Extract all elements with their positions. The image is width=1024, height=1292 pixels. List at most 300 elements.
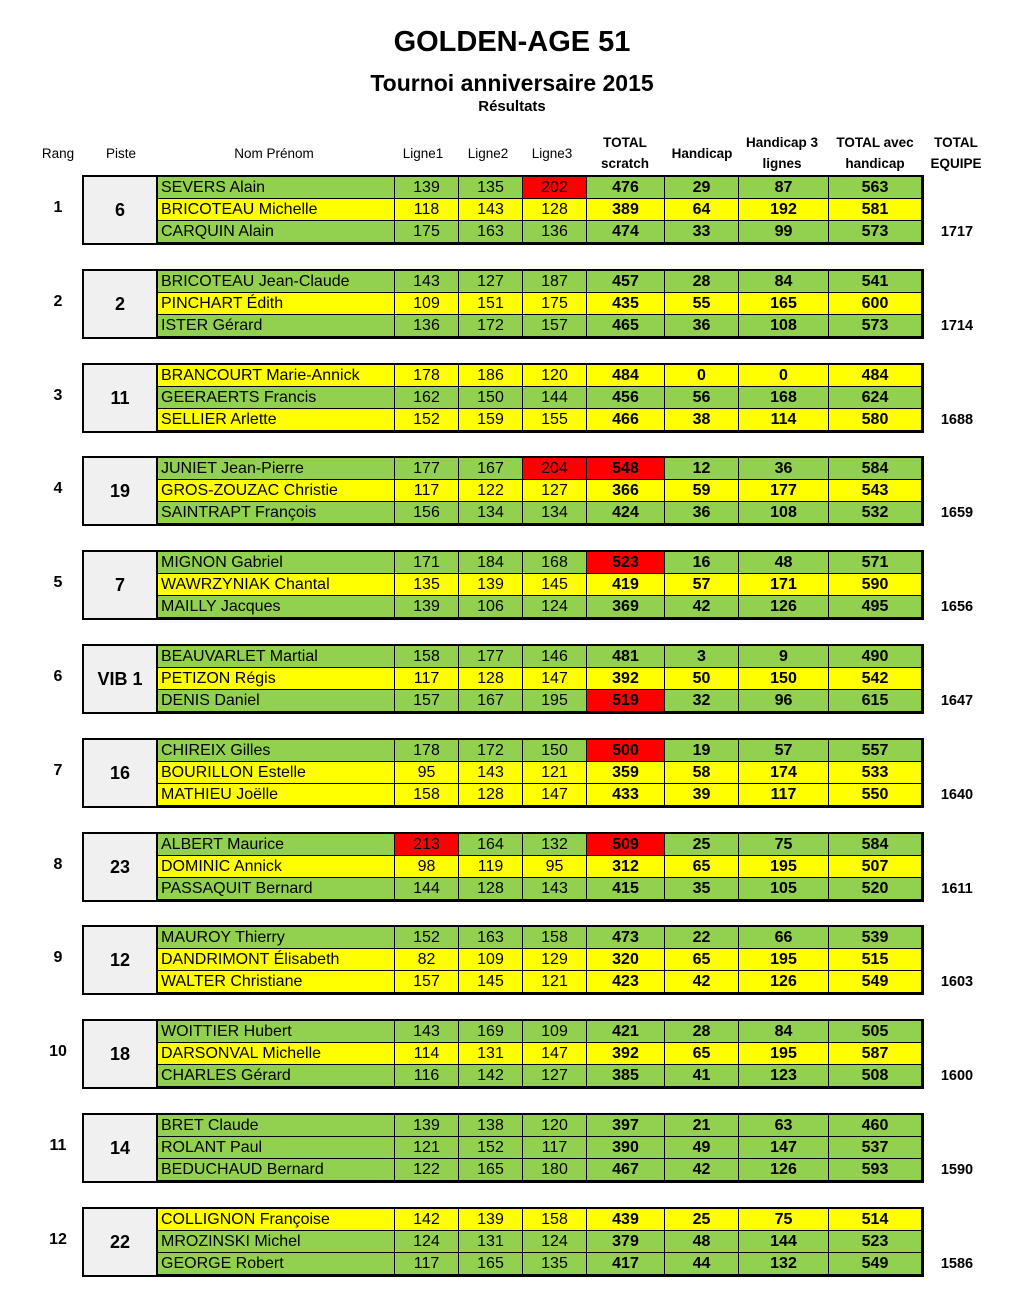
score-l1: 177: [395, 458, 459, 480]
score-hcp3: 96: [739, 690, 829, 712]
team-piste: 11: [84, 365, 158, 431]
team-rang: 9: [53, 949, 63, 966]
player-name: BOURILLON Estelle: [158, 762, 395, 784]
header-total-scratch-2: scratch: [600, 156, 650, 171]
player-name: BRET Claude: [158, 1115, 395, 1137]
player-name: GEORGE Robert: [158, 1253, 395, 1275]
table-row: [158, 784, 922, 806]
team-total: 1656: [940, 599, 974, 615]
score-hcp3: 168: [739, 387, 829, 409]
score-hcp: 59: [665, 480, 739, 502]
player-name: CARQUIN Alain: [158, 221, 395, 243]
team-total: 1688: [940, 412, 974, 428]
score-scratch: 419: [587, 574, 665, 596]
score-l3: 175: [523, 293, 587, 315]
team-total: 1647: [940, 693, 974, 709]
score-total: 537: [829, 1137, 922, 1159]
score-l2: 184: [459, 552, 523, 574]
score-total: 508: [829, 1065, 922, 1087]
score-hcp3: 192: [739, 199, 829, 221]
score-l1: 162: [395, 387, 459, 409]
score-total: 490: [829, 646, 922, 668]
score-hcp3: 9: [739, 646, 829, 668]
score-hcp3: 126: [739, 1159, 829, 1181]
score-total: 600: [829, 293, 922, 315]
score-total: 539: [829, 927, 922, 949]
score-hcp3: 174: [739, 762, 829, 784]
score-l1: 117: [395, 668, 459, 690]
score-scratch: 474: [587, 221, 665, 243]
score-hcp: 16: [665, 552, 739, 574]
score-hcp3: 48: [739, 552, 829, 574]
score-total: 590: [829, 574, 922, 596]
table-row: [158, 1065, 922, 1087]
header-piste: Piste: [105, 146, 136, 161]
player-name: ISTER Gérard: [158, 315, 395, 337]
header-handicap3-1: Handicap 3: [745, 135, 819, 150]
table-row: [158, 1253, 922, 1275]
table-row: [158, 1209, 922, 1231]
score-scratch: 476: [587, 177, 665, 199]
score-l2: 164: [459, 834, 523, 856]
score-l2: 106: [459, 596, 523, 618]
score-l2: 119: [459, 856, 523, 878]
score-hcp3: 75: [739, 1209, 829, 1231]
team-piste: 19: [84, 458, 158, 524]
score-l1: 114: [395, 1043, 459, 1065]
player-name: SEVERS Alain: [158, 177, 395, 199]
table-row: [158, 480, 922, 502]
score-l3: 168: [523, 552, 587, 574]
team-piste: 12: [84, 927, 158, 993]
team-block: [82, 550, 924, 620]
table-row: [158, 1137, 922, 1159]
score-scratch: 417: [587, 1253, 665, 1275]
team-block: [82, 456, 924, 526]
team-block: [82, 269, 924, 339]
team-block: [82, 175, 924, 245]
score-total: 557: [829, 740, 922, 762]
score-scratch: 397: [587, 1115, 665, 1137]
score-l3: 135: [523, 1253, 587, 1275]
score-l3: 124: [523, 596, 587, 618]
score-hcp: 42: [665, 1159, 739, 1181]
score-l3: 121: [523, 971, 587, 993]
score-l1: 117: [395, 480, 459, 502]
score-hcp3: 108: [739, 502, 829, 524]
header-handicap3-2: lignes: [762, 156, 802, 171]
score-l1: 178: [395, 740, 459, 762]
team-piste: 2: [84, 271, 158, 337]
score-scratch: 366: [587, 480, 665, 502]
player-name: BRICOTEAU Jean-Claude: [158, 271, 395, 293]
score-total: 563: [829, 177, 922, 199]
score-scratch: 385: [587, 1065, 665, 1087]
player-name: WAWRZYNIAK Chantal: [158, 574, 395, 596]
header-total-equipe-1: TOTAL: [934, 135, 978, 150]
header-ligne2: Ligne2: [467, 146, 509, 161]
score-total: 549: [829, 971, 922, 993]
score-hcp: 39: [665, 784, 739, 806]
score-hcp: 25: [665, 1209, 739, 1231]
score-l1: 135: [395, 574, 459, 596]
table-row: [158, 271, 922, 293]
team-rang: 1: [53, 199, 63, 216]
score-total: 542: [829, 668, 922, 690]
score-total: 550: [829, 784, 922, 806]
table-row: [158, 552, 922, 574]
score-hcp: 12: [665, 458, 739, 480]
score-scratch: 509: [587, 834, 665, 856]
player-name: BEAUVARLET Martial: [158, 646, 395, 668]
score-l3: 202: [523, 177, 587, 199]
score-l2: 128: [459, 784, 523, 806]
score-l2: 143: [459, 762, 523, 784]
score-hcp3: 99: [739, 221, 829, 243]
team-block: [82, 1113, 924, 1183]
table-row: [158, 740, 922, 762]
player-name: ALBERT Maurice: [158, 834, 395, 856]
score-hcp: 22: [665, 927, 739, 949]
score-total: 615: [829, 690, 922, 712]
score-scratch: 465: [587, 315, 665, 337]
score-scratch: 392: [587, 1043, 665, 1065]
table-row: [158, 409, 922, 431]
score-l2: 128: [459, 668, 523, 690]
header-total-handicap-1: TOTAL avec: [836, 135, 914, 150]
score-l1: 117: [395, 1253, 459, 1275]
score-l1: 116: [395, 1065, 459, 1087]
team-total: 1586: [940, 1256, 974, 1272]
player-name: WALTER Christiane: [158, 971, 395, 993]
score-l2: 177: [459, 646, 523, 668]
score-l3: 187: [523, 271, 587, 293]
score-total: 523: [829, 1231, 922, 1253]
team-piste: VIB 1: [84, 646, 158, 712]
player-name: MAUROY Thierry: [158, 927, 395, 949]
score-hcp3: 84: [739, 1021, 829, 1043]
score-hcp: 25: [665, 834, 739, 856]
score-hcp3: 57: [739, 740, 829, 762]
score-total: 573: [829, 315, 922, 337]
score-l1: 95: [395, 762, 459, 784]
table-row: [158, 199, 922, 221]
team-block: [82, 1019, 924, 1089]
score-total: 484: [829, 365, 922, 387]
score-l1: 213: [395, 834, 459, 856]
score-total: 543: [829, 480, 922, 502]
score-hcp: 64: [665, 199, 739, 221]
team-total: 1590: [940, 1162, 974, 1178]
score-scratch: 390: [587, 1137, 665, 1159]
score-scratch: 389: [587, 199, 665, 221]
table-row: [158, 502, 922, 524]
score-total: 515: [829, 949, 922, 971]
score-total: 541: [829, 271, 922, 293]
score-hcp3: 171: [739, 574, 829, 596]
score-hcp: 28: [665, 271, 739, 293]
score-l3: 147: [523, 1043, 587, 1065]
team-total: 1714: [940, 318, 974, 334]
score-hcp3: 63: [739, 1115, 829, 1137]
header-ligne3: Ligne3: [531, 146, 573, 161]
score-l3: 136: [523, 221, 587, 243]
score-l1: 143: [395, 1021, 459, 1043]
score-l3: 121: [523, 762, 587, 784]
score-hcp: 33: [665, 221, 739, 243]
score-l3: 109: [523, 1021, 587, 1043]
table-row: [158, 596, 922, 618]
header-ligne1: Ligne1: [402, 146, 444, 161]
score-l2: 169: [459, 1021, 523, 1043]
player-name: DENIS Daniel: [158, 690, 395, 712]
score-l1: 157: [395, 971, 459, 993]
team-block: [82, 738, 924, 808]
score-l1: 143: [395, 271, 459, 293]
score-scratch: 415: [587, 878, 665, 900]
score-scratch: 359: [587, 762, 665, 784]
score-l3: 134: [523, 502, 587, 524]
score-l3: 155: [523, 409, 587, 431]
score-scratch: 424: [587, 502, 665, 524]
score-hcp: 36: [665, 502, 739, 524]
score-hcp: 65: [665, 949, 739, 971]
table-row: [158, 690, 922, 712]
score-l3: 150: [523, 740, 587, 762]
team-total: 1600: [940, 1068, 974, 1084]
table-row: [158, 1115, 922, 1137]
score-scratch: 484: [587, 365, 665, 387]
score-hcp: 65: [665, 1043, 739, 1065]
score-hcp3: 117: [739, 784, 829, 806]
score-scratch: 379: [587, 1231, 665, 1253]
score-hcp: 56: [665, 387, 739, 409]
team-block: [82, 644, 924, 714]
team-total: 1611: [941, 881, 973, 897]
score-l2: 159: [459, 409, 523, 431]
score-l3: 180: [523, 1159, 587, 1181]
score-total: 584: [829, 834, 922, 856]
team-piste: 16: [84, 740, 158, 806]
table-row: [158, 221, 922, 243]
score-hcp3: 177: [739, 480, 829, 502]
score-l2: 172: [459, 740, 523, 762]
score-hcp3: 147: [739, 1137, 829, 1159]
player-name: MIGNON Gabriel: [158, 552, 395, 574]
player-name: PINCHART Édith: [158, 293, 395, 315]
score-hcp: 35: [665, 878, 739, 900]
score-scratch: 466: [587, 409, 665, 431]
score-l1: 156: [395, 502, 459, 524]
score-l3: 127: [523, 1065, 587, 1087]
score-l2: 122: [459, 480, 523, 502]
header-total-equipe-2: EQUIPE: [930, 156, 982, 171]
score-l2: 131: [459, 1231, 523, 1253]
player-name: JUNIET Jean-Pierre: [158, 458, 395, 480]
team-piste: 7: [84, 552, 158, 618]
score-total: 514: [829, 1209, 922, 1231]
score-hcp3: 195: [739, 856, 829, 878]
score-l3: 144: [523, 387, 587, 409]
score-l3: 195: [523, 690, 587, 712]
score-l1: 142: [395, 1209, 459, 1231]
header-nom: Nom Prénom: [234, 146, 314, 161]
table-row: [158, 762, 922, 784]
score-hcp3: 165: [739, 293, 829, 315]
team-block: [82, 925, 924, 995]
player-name: MROZINSKI Michel: [158, 1231, 395, 1253]
score-l3: 146: [523, 646, 587, 668]
team-rang: 11: [49, 1137, 67, 1154]
table-row: [158, 293, 922, 315]
team-piste: 14: [84, 1115, 158, 1181]
team-total: 1659: [940, 505, 974, 521]
player-name: MATHIEU Joëlle: [158, 784, 395, 806]
score-scratch: 312: [587, 856, 665, 878]
score-hcp3: 195: [739, 1043, 829, 1065]
score-total: 532: [829, 502, 922, 524]
score-hcp3: 132: [739, 1253, 829, 1275]
score-hcp3: 105: [739, 878, 829, 900]
table-row: [158, 387, 922, 409]
score-scratch: 457: [587, 271, 665, 293]
team-rang: 10: [49, 1043, 67, 1060]
score-l1: 158: [395, 646, 459, 668]
score-l3: 120: [523, 1115, 587, 1137]
table-row: [158, 927, 922, 949]
score-l2: 186: [459, 365, 523, 387]
table-row: [158, 834, 922, 856]
team-rang: 3: [53, 387, 63, 404]
results-label: Résultats: [478, 98, 546, 115]
score-hcp3: 123: [739, 1065, 829, 1087]
score-l3: 145: [523, 574, 587, 596]
score-hcp: 32: [665, 690, 739, 712]
score-l1: 178: [395, 365, 459, 387]
score-total: 505: [829, 1021, 922, 1043]
table-row: [158, 971, 922, 993]
score-l3: 128: [523, 199, 587, 221]
team-rang: 7: [53, 762, 63, 779]
score-hcp3: 144: [739, 1231, 829, 1253]
score-l3: 124: [523, 1231, 587, 1253]
score-l1: 139: [395, 1115, 459, 1137]
score-total: 507: [829, 856, 922, 878]
score-hcp: 19: [665, 740, 739, 762]
score-l1: 152: [395, 927, 459, 949]
score-hcp3: 108: [739, 315, 829, 337]
score-total: 460: [829, 1115, 922, 1137]
player-name: GEERAERTS Francis: [158, 387, 395, 409]
score-l2: 165: [459, 1159, 523, 1181]
table-row: [158, 315, 922, 337]
player-name: SELLIER Arlette: [158, 409, 395, 431]
score-l3: 129: [523, 949, 587, 971]
score-total: 581: [829, 199, 922, 221]
score-hcp: 44: [665, 1253, 739, 1275]
score-hcp: 29: [665, 177, 739, 199]
score-total: 571: [829, 552, 922, 574]
score-l2: 142: [459, 1065, 523, 1087]
score-l1: 139: [395, 596, 459, 618]
page-subtitle: Tournoi anniversaire 2015: [370, 70, 654, 96]
score-hcp3: 36: [739, 458, 829, 480]
player-name: DANDRIMONT Élisabeth: [158, 949, 395, 971]
score-hcp3: 114: [739, 409, 829, 431]
score-total: 573: [829, 221, 922, 243]
score-scratch: 548: [587, 458, 665, 480]
team-piste: 22: [84, 1209, 158, 1275]
score-l1: 118: [395, 199, 459, 221]
player-name: BEDUCHAUD Bernard: [158, 1159, 395, 1181]
player-name: PETIZON Régis: [158, 668, 395, 690]
player-name: COLLIGNON Françoise: [158, 1209, 395, 1231]
table-row: [158, 1231, 922, 1253]
team-total: 1603: [940, 974, 974, 990]
player-name: BRICOTEAU Michelle: [158, 199, 395, 221]
table-row: [158, 1043, 922, 1065]
score-l2: 134: [459, 502, 523, 524]
score-scratch: 519: [587, 690, 665, 712]
table-row: [158, 949, 922, 971]
table-row: [158, 458, 922, 480]
score-hcp: 41: [665, 1065, 739, 1087]
score-l3: 157: [523, 315, 587, 337]
header-total-handicap-2: handicap: [845, 156, 905, 171]
score-l3: 143: [523, 878, 587, 900]
score-l2: 165: [459, 1253, 523, 1275]
score-l3: 204: [523, 458, 587, 480]
score-l2: 167: [459, 690, 523, 712]
score-hcp: 21: [665, 1115, 739, 1137]
score-hcp: 57: [665, 574, 739, 596]
score-scratch: 456: [587, 387, 665, 409]
score-l3: 158: [523, 1209, 587, 1231]
team-piste: 6: [84, 177, 158, 243]
score-l2: 167: [459, 458, 523, 480]
score-scratch: 473: [587, 927, 665, 949]
score-hcp3: 75: [739, 834, 829, 856]
score-total: 587: [829, 1043, 922, 1065]
score-l1: 109: [395, 293, 459, 315]
score-l2: 145: [459, 971, 523, 993]
score-l1: 124: [395, 1231, 459, 1253]
score-hcp: 38: [665, 409, 739, 431]
score-total: 584: [829, 458, 922, 480]
team-rang: 4: [53, 480, 63, 497]
score-total: 624: [829, 387, 922, 409]
score-hcp3: 66: [739, 927, 829, 949]
score-l2: 139: [459, 574, 523, 596]
score-l2: 138: [459, 1115, 523, 1137]
table-row: [158, 878, 922, 900]
score-scratch: 423: [587, 971, 665, 993]
score-l1: 158: [395, 784, 459, 806]
score-scratch: 439: [587, 1209, 665, 1231]
score-total: 520: [829, 878, 922, 900]
score-hcp: 48: [665, 1231, 739, 1253]
score-scratch: 392: [587, 668, 665, 690]
score-l2: 109: [459, 949, 523, 971]
score-l1: 82: [395, 949, 459, 971]
score-l1: 98: [395, 856, 459, 878]
score-hcp: 28: [665, 1021, 739, 1043]
score-l2: 151: [459, 293, 523, 315]
team-rang: 5: [53, 574, 63, 591]
player-name: DARSONVAL Michelle: [158, 1043, 395, 1065]
score-hcp: 65: [665, 856, 739, 878]
table-row: [158, 574, 922, 596]
